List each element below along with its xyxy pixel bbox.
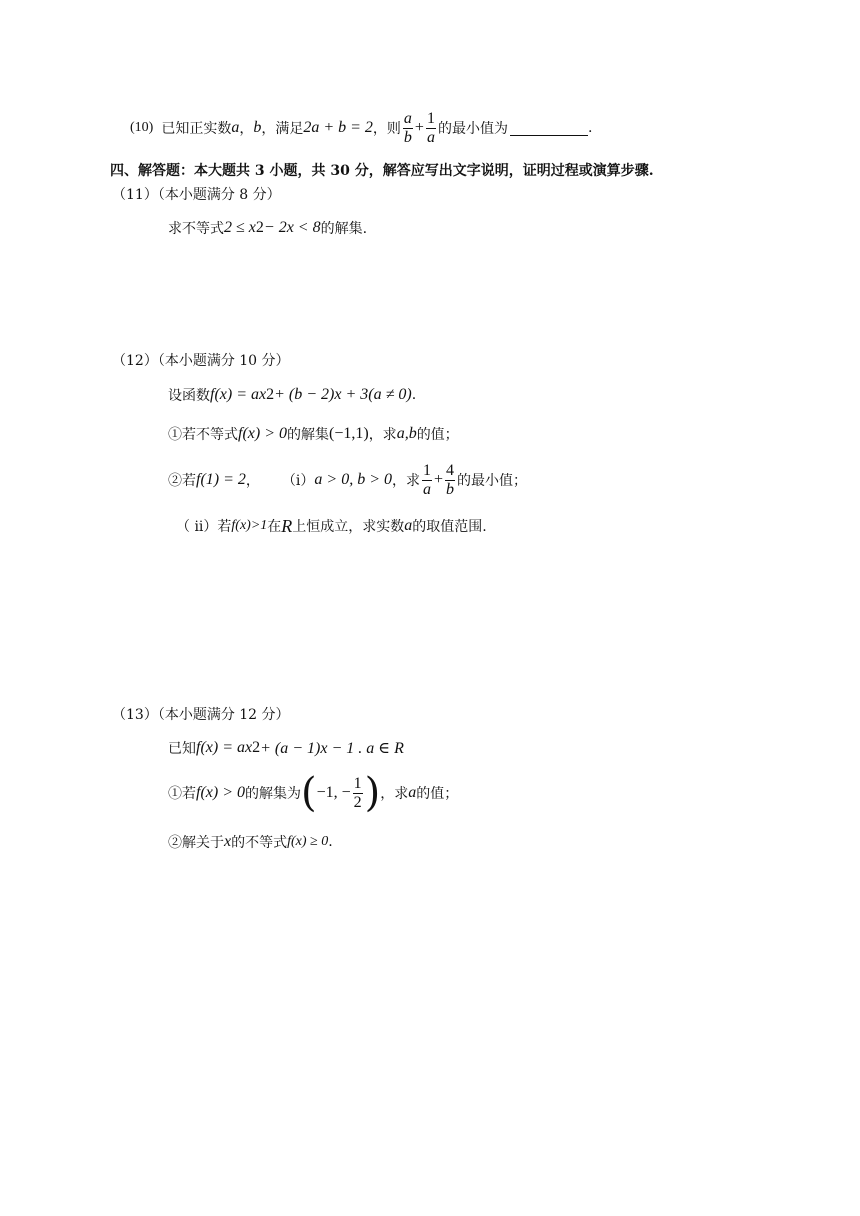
q12-p1-end: 的值； <box>416 427 459 443</box>
q12-p2-f1-den: a <box>422 480 431 498</box>
q12-p3-text2: 上恒成立，求实数 <box>292 519 405 535</box>
section-4-title-text: 四、解答题：本大题共 3 小题，共 30 分，解答应写出文字说明，证明过程或演算步骤. <box>110 163 654 179</box>
q12-p1-set: (−1,1) <box>329 425 369 442</box>
section-4-title <box>110 160 654 180</box>
q10-period: . <box>587 120 593 136</box>
q10-text-a: 已知正实数 <box>161 121 232 137</box>
q12-fraction-1-over-a <box>422 462 432 499</box>
q12-def-math: f(x) = ax <box>210 386 267 403</box>
q12-p3-end: 的取值范围. <box>412 519 487 535</box>
q10-plus: + <box>414 119 424 136</box>
q12-part2 <box>168 458 527 502</box>
q10-number: (10) <box>130 120 154 135</box>
q12-p3-R: R <box>281 515 293 536</box>
q13-p1-math: f(x) > 0 <box>196 784 245 801</box>
q12-p1-math: f(x) > 0 <box>238 425 287 442</box>
q13-p1-text2: ，求 <box>380 786 409 802</box>
q13-definition <box>168 736 404 760</box>
q10-fraction-a-over-b <box>403 110 413 147</box>
q13-def-exponent: 2 <box>252 739 261 756</box>
q13-p2-text: 的不等式 <box>231 835 288 851</box>
q11-header <box>112 184 281 204</box>
q11-math-a: 2 ≤ x <box>224 219 256 236</box>
q10-answer-blank <box>510 121 588 136</box>
q12-p2-cond: a > 0, b > 0 <box>314 471 392 488</box>
q12-p2-f1-num: 1 <box>422 461 431 479</box>
q12-p2-i: （i） <box>281 473 315 489</box>
q12-p3-ii: （ ii）若 <box>176 519 232 535</box>
q12-def-end: . <box>411 387 417 403</box>
q11-body <box>168 216 367 240</box>
q10-fraction-1-over-a <box>426 110 436 147</box>
q13-def-text: 已知 <box>168 741 196 757</box>
q13-p1-mark: ①若 <box>168 786 196 802</box>
q11-exponent: 2 <box>255 219 264 236</box>
q13-header-text: （13）（本小题满分 12 分） <box>112 707 290 723</box>
q10-text-d: 的最小值为 <box>437 121 508 137</box>
q12-definition <box>168 382 416 408</box>
q12-p2-text: ，求 <box>391 473 420 489</box>
q10-frac2-num: 1 <box>426 109 435 127</box>
q13-left-paren: ( <box>301 770 317 816</box>
q11-text-a: 求不等式 <box>168 221 224 237</box>
q12-p1-text2: ，求 <box>368 427 397 443</box>
q11-math-b: − 2x < 8 <box>263 219 321 236</box>
q12-p3-text: 在 <box>267 519 282 535</box>
q13-p2-math: f(x) ≥ 0 <box>287 834 329 849</box>
q13-right-paren: ) <box>364 770 381 816</box>
q10-line <box>130 108 592 148</box>
q13-part2 <box>168 830 333 854</box>
q13-def-math: f(x) = ax <box>196 739 253 756</box>
q10-comma: ， <box>239 121 254 137</box>
q13-p2-x: x <box>224 833 232 850</box>
q13-p1-frac-den: 2 <box>353 793 362 811</box>
q10-frac2-den: a <box>426 128 435 146</box>
q12-fraction-4-over-b <box>445 462 455 499</box>
q10-condition: 2a + b = 2 <box>303 119 373 136</box>
q10-text-b: ，满足 <box>261 121 304 137</box>
q12-p1-text: 的解集 <box>287 427 329 443</box>
q13-p2-end: . <box>328 834 333 850</box>
q13-p1-frac-num: 1 <box>353 774 362 792</box>
q12-part3 <box>176 514 487 538</box>
q10-text-c: ，则 <box>372 121 401 137</box>
q12-p2-f2-num: 4 <box>446 461 455 479</box>
q12-header-text: （12）（本小题满分 10 分） <box>112 353 290 369</box>
q13-p1-set-a: −1, − <box>316 784 351 801</box>
q13-p1-a: a <box>408 784 417 801</box>
q12-def-math2: + (b − 2)x + 3(a ≠ 0) <box>274 386 412 403</box>
q12-p2-math: f(1) = 2 <box>196 471 246 488</box>
q13-p2-mark: ②解关于 <box>168 835 224 851</box>
q12-header <box>112 350 290 370</box>
q12-p3-math: f(x)>1 <box>231 518 268 533</box>
q11-header-text: （11）（本小题满分 8 分） <box>112 187 281 203</box>
q12-def-exponent: 2 <box>266 386 275 403</box>
q12-p2-f2-den: b <box>446 480 455 498</box>
q12-p2-plus: + <box>433 471 444 488</box>
q12-part1 <box>168 422 459 446</box>
q10-frac1-num: a <box>403 109 412 127</box>
q13-p1-text: 的解集为 <box>245 786 301 802</box>
q12-p2-mark: ②若 <box>168 473 196 489</box>
q12-p2-comma: ， <box>245 473 260 489</box>
q12-p1-vars: a,b <box>396 425 417 442</box>
q12-p2-end: 的最小值； <box>457 473 528 489</box>
q12-p3-a: a <box>404 517 413 534</box>
q13-def-math2: + (a − 1)x − 1 . a ∈ R <box>260 740 404 757</box>
q10-var-b: b <box>253 119 262 136</box>
q12-p1-mark: ①若不等式 <box>168 427 238 443</box>
q13-part1 <box>168 770 458 816</box>
q12-def-text: 设函数 <box>168 388 210 404</box>
q10-frac1-den: b <box>403 128 412 146</box>
q13-header <box>112 704 290 724</box>
q13-fraction-1-over-2 <box>353 775 363 812</box>
q13-p1-end: 的值； <box>416 786 459 802</box>
q11-text-b: 的解集. <box>320 221 368 237</box>
q10-var-a: a <box>231 119 240 136</box>
